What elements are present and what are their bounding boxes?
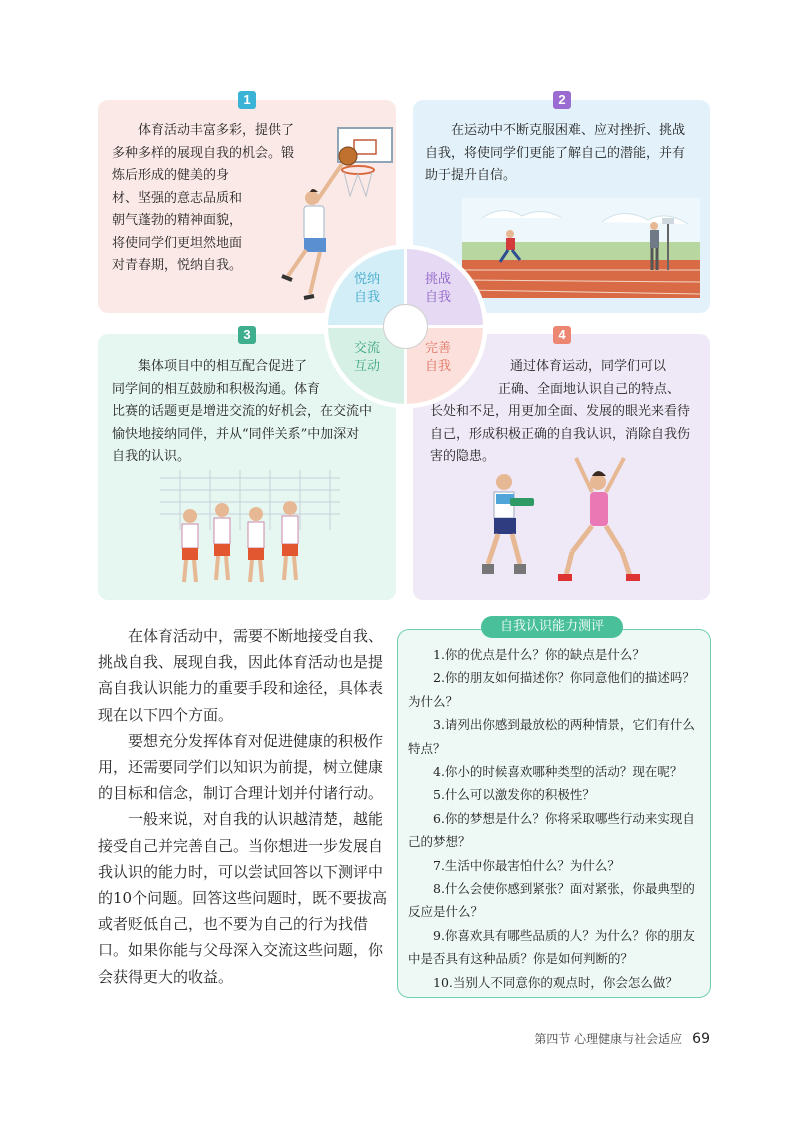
page-number: 69 [692, 1031, 710, 1047]
panel-1-text: 体育活动丰富多彩，提供了 多种多样的展现自我的机会。锻 炼后形成的健美的身 材、坚强的意志品质和 朝气蓬勃的精神面貌， 将使同学们更坦然地面 对青春期，悦纳自我。 [112, 123, 295, 273]
center-wheel [323, 244, 488, 409]
panel-3-text: 集体项目中的相互配合促进了 同学间的相互鼓励和积极沟通。体育 比赛的话题更是增进交流的好机会，在交流中 愉快地接纳同伴，并从“同伴关系”中加深对 自我的认识。 [112, 359, 373, 464]
fitness-exercise-illustration [474, 452, 654, 588]
assessment-question: 8.什么会使你感到紧张？面对紧张，你最典型的反应是什么？ [408, 881, 695, 920]
assessment-question: 6.你的梦想是什么？你将采取哪些行动来实现自己的梦想？ [408, 810, 695, 850]
running-track-illustration [462, 198, 700, 298]
panel-2-text: 在运动中不断克服困难、应对挫折、挑战 自我，将使同学们更能了解自己的潜能，并有 助于提升自信。 [425, 123, 686, 183]
assessment-title: 自我认识能力测评 [481, 616, 623, 638]
assessment-question: 1.你的优点是什么？你的缺点是什么？ [433, 647, 645, 662]
assessment-question: 4.你小的时候喜欢哪种类型的活动？现在呢？ [433, 764, 683, 780]
assessment-question-list [408, 643, 702, 994]
section-title: 第四节 心理健康与社会适应 [534, 1032, 683, 1046]
assessment-question: 2.你的朋友如何描述你？你同意他们的描述吗？为什么？ [408, 670, 695, 709]
wheel-accept-self: 悦纳 自我 [353, 272, 380, 305]
assessment-question: 10.当别人不同意你的观点时，你会怎么做？ [433, 974, 678, 990]
panel-number-1: 1 [238, 91, 256, 109]
wheel-challenge-self: 挑战 自我 [424, 272, 451, 305]
panel-number-4: 4 [553, 326, 571, 344]
panel-number-2: 2 [553, 91, 571, 109]
panel-number-3: 3 [238, 326, 256, 344]
wheel-communication: 交流 互动 [353, 341, 380, 374]
assessment-question: 7.生活中你最害怕什么？为什么？ [433, 857, 620, 873]
assessment-question: 9.你喜欢具有哪些品质的人？为什么？你的朋友中是否具有这种品质？你是如何判断的？ [408, 927, 695, 967]
assessment-question: 5.什么可以激发你的积极性？ [433, 787, 595, 803]
volleyball-team-illustration [160, 470, 340, 590]
panel-4-text: 通过体育运动，同学们可以 正确、全面地认识自己的特点、 长处和不足，用更加全面、发展的眼光来看待 自己，形成积极正确的自我认识，消除自我伤 害的隐患。 [430, 359, 691, 464]
main-body-text: 在体育活动中，需要不断地接受自我、挑战自我、展现自我，因此体育活动也是提高自我认识能力的重要手段和途径，具体表现在以下四个方面。 要想充分发挥体育对促进健康的积极作用，还需要同学们以知识为前提，树立健康的目标和信念，制订合理计划并付诸行动。 一般来说，对自我的认识越清楚，越能接受自己并完善自己。当你想进一步发展自我认识的能力时，可以尝试回答以下测评中的10个问题。回答这些问题时，既不要拔高或者贬低自己，也不要为自己的行为找借口。如果你能与父母深入交流这些问题，你会获得更大的收益。 [98, 627, 388, 986]
wheel-improve-self: 完善 自我 [424, 341, 451, 374]
assessment-question: 3.请列出你感到最放松的两种情景，它们有什么特点？ [408, 717, 695, 756]
page-footer [534, 1030, 710, 1047]
